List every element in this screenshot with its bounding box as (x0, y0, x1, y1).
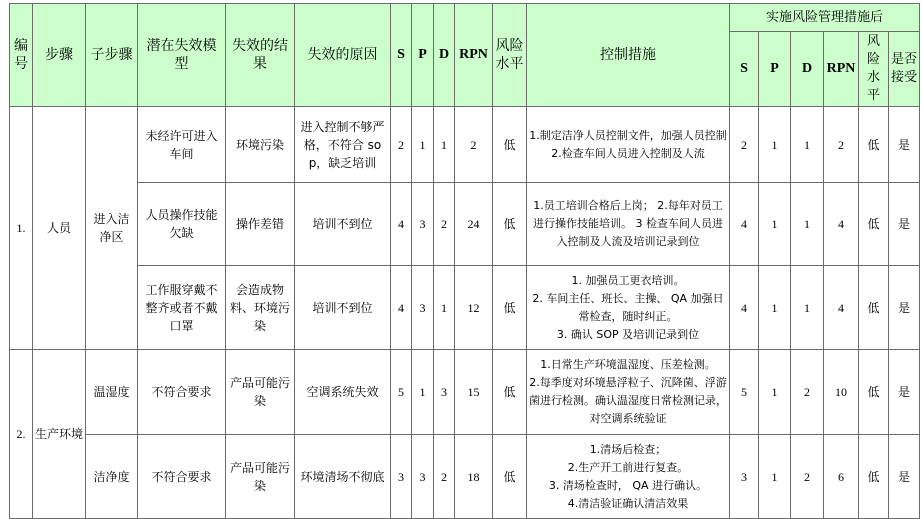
row-acceptable: 是 (889, 107, 920, 183)
row-acceptable: 是 (889, 266, 920, 350)
row-after-risk-level: 低 (859, 183, 889, 266)
row-d: 1 (434, 266, 455, 350)
row-id: 2. (10, 350, 33, 519)
header-rpn: RPN (455, 4, 493, 107)
header-acceptable: 是否接受 (889, 32, 920, 107)
row-p: 1 (412, 107, 434, 183)
row-after-risk-level: 低 (859, 435, 889, 519)
control-line: 2.生产开工前进行复查。 (567, 460, 689, 474)
header-after-risk-level: 风险水平 (859, 32, 889, 107)
header-after-s: S (730, 32, 759, 107)
row-control-measures (527, 350, 730, 435)
header-risk-level: 风险水平 (493, 4, 527, 107)
header-failure-cause: 失效的原因 (295, 4, 391, 107)
row-failure-effect: 产品可能污染 (226, 350, 295, 435)
row-risk-level: 低 (493, 107, 527, 183)
row-id: 1. (10, 107, 33, 350)
row-after-s: 4 (730, 183, 759, 266)
row-after-d: 1 (791, 183, 824, 266)
row-substep: 洁净度 (86, 435, 138, 519)
row-risk-level: 低 (493, 435, 527, 519)
row-failure-mode: 不符合要求 (138, 435, 226, 519)
row-control-measures (527, 107, 730, 183)
row-s: 4 (391, 183, 412, 266)
row-failure-effect: 环境污染 (226, 107, 295, 183)
row-after-s: 2 (730, 107, 759, 183)
row-substep: 进入洁净区 (86, 107, 138, 350)
row-failure-cause: 空调系统失效 (295, 350, 391, 435)
table-row (10, 435, 920, 519)
fmea-risk-table (9, 3, 920, 519)
row-after-risk-level: 低 (859, 350, 889, 435)
row-p: 3 (412, 266, 434, 350)
row-risk-level: 低 (493, 266, 527, 350)
row-after-s: 3 (730, 435, 759, 519)
row-after-rpn: 4 (824, 266, 859, 350)
row-p: 1 (412, 350, 434, 435)
control-line: 1.日常生产环境温湿度、压差检测。 (540, 358, 716, 371)
control-line: 1. 加强员工更衣培训。 (571, 273, 685, 287)
row-risk-level: 低 (493, 350, 527, 435)
row-rpn: 2 (455, 107, 493, 183)
row-d: 2 (434, 435, 455, 519)
row-failure-cause: 环境清场不彻底 (295, 435, 391, 519)
row-after-p: 1 (759, 107, 791, 183)
row-after-p: 1 (759, 350, 791, 435)
row-after-p: 1 (759, 266, 791, 350)
row-after-s: 5 (730, 350, 759, 435)
row-d: 2 (434, 183, 455, 266)
control-line: 4.清洁验证确认清洁效果 (567, 496, 689, 510)
row-after-rpn: 4 (824, 183, 859, 266)
row-after-rpn: 10 (824, 350, 859, 435)
row-failure-cause: 培训不到位 (295, 183, 391, 266)
header-s: S (391, 4, 412, 107)
row-control-measures (527, 435, 730, 519)
fmea-table-wrapper (9, 3, 920, 519)
row-rpn: 24 (455, 183, 493, 266)
row-p: 3 (412, 435, 434, 519)
header-after-d: D (791, 32, 824, 107)
control-line: 2.检查车间人员进入控制及人流 (551, 146, 705, 160)
table-row (10, 266, 920, 350)
header-d: D (434, 4, 455, 107)
header-step: 步骤 (33, 4, 86, 107)
control-line: 1.制定洁净人员控制文件，加强人员控制 (529, 128, 727, 142)
row-s: 4 (391, 266, 412, 350)
header-after-rpn: RPN (824, 32, 859, 107)
row-failure-effect: 产品可能污染 (226, 435, 295, 519)
header-after-measures-group: 实施风险管理措施后 (730, 4, 920, 32)
row-failure-cause: 进入控制不够严格，不符合 sop，缺乏培训 (295, 107, 391, 183)
row-after-risk-level: 低 (859, 266, 889, 350)
control-line: 2.每季度对环境悬浮粒子、沉降菌、浮游菌进行检测。确认温湿度日常检测记录，对空调系统验证 (529, 376, 727, 425)
row-step: 人员 (33, 107, 86, 350)
header-p: P (412, 4, 434, 107)
row-substep: 温湿度 (86, 350, 138, 435)
row-after-s: 4 (730, 266, 759, 350)
row-after-d: 2 (791, 350, 824, 435)
row-failure-effect: 操作差错 (226, 183, 295, 266)
row-after-p: 1 (759, 183, 791, 266)
row-after-rpn: 2 (824, 107, 859, 183)
table-row (10, 183, 920, 266)
row-risk-level: 低 (493, 183, 527, 266)
row-after-d: 1 (791, 266, 824, 350)
row-acceptable: 是 (889, 435, 920, 519)
row-acceptable: 是 (889, 350, 920, 435)
row-control-measures (527, 183, 730, 266)
header-control-measures: 控制措施 (527, 4, 730, 107)
control-line: 1.清场后检查； (589, 442, 667, 456)
row-d: 3 (434, 350, 455, 435)
row-after-d: 1 (791, 107, 824, 183)
row-failure-effect: 会造成物料、环境污染 (226, 266, 295, 350)
row-acceptable: 是 (889, 183, 920, 266)
header-id: 编号 (10, 4, 33, 107)
row-after-p: 1 (759, 435, 791, 519)
row-s: 2 (391, 107, 412, 183)
row-step: 生产环境 (33, 350, 86, 519)
row-s: 3 (391, 435, 412, 519)
row-rpn: 15 (455, 350, 493, 435)
header-failure-mode: 潜在失效模型 (138, 4, 226, 107)
control-line: 3. 清场检查时， QA 进行确认。 (548, 478, 708, 492)
table-row (10, 350, 920, 435)
control-line: 2. 车间主任、班长、主操、 QA 加强日常检查，随时纠正。 (532, 291, 724, 323)
row-after-risk-level: 低 (859, 107, 889, 183)
row-control-measures (527, 266, 730, 350)
row-after-d: 2 (791, 435, 824, 519)
row-after-rpn: 6 (824, 435, 859, 519)
row-failure-cause: 培训不到位 (295, 266, 391, 350)
control-line: 1.员工培训合格后上岗； 2.每年对员工进行操作技能培训。 3 检查车间人员进入控制及人流及培训记录到位 (533, 199, 723, 248)
header-row-1 (10, 4, 920, 32)
row-rpn: 12 (455, 266, 493, 350)
row-p: 3 (412, 183, 434, 266)
header-failure-effect: 失效的结果 (226, 4, 295, 107)
row-failure-mode: 未经许可进入车间 (138, 107, 226, 183)
row-failure-mode: 不符合要求 (138, 350, 226, 435)
row-s: 5 (391, 350, 412, 435)
row-rpn: 18 (455, 435, 493, 519)
table-row (10, 107, 920, 183)
row-failure-mode: 工作服穿戴不整齐或者不戴口罩 (138, 266, 226, 350)
header-substep: 子步骤 (86, 4, 138, 107)
row-d: 1 (434, 107, 455, 183)
header-after-p: P (759, 32, 791, 107)
row-failure-mode: 人员操作技能欠缺 (138, 183, 226, 266)
control-line: 3. 确认 SOP 及培训记录到位 (556, 327, 700, 341)
